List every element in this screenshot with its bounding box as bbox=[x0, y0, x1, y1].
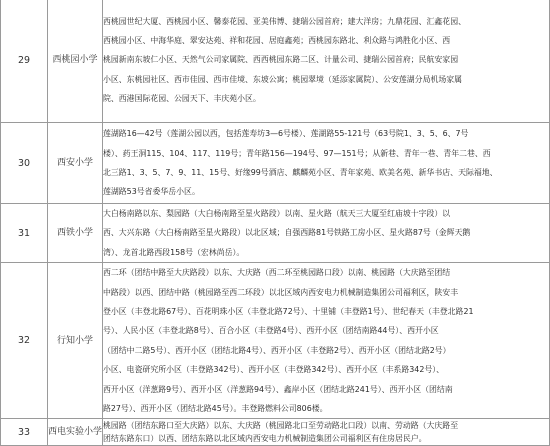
description-line: 小区、电瓷研究所小区（丰登路342号）、西开小区（丰登路342号）、西开小区（丰系路342号）、 bbox=[103, 365, 445, 375]
description-line: 桃园路（团结东路口至大庆路）以东、大庆路（桃园路北口至劳动路北口段）以南、劳动路（大庆路至 bbox=[103, 421, 459, 431]
table-row bbox=[1, 263, 550, 419]
description-line: 西开小区（洋葱路9号）、西开小区（洋葱路94号）、鑫岸小区（团结北路241号）、西开小区（团结南 bbox=[103, 384, 453, 394]
school-name: 西电实验小学 bbox=[48, 419, 103, 446]
catchment-description bbox=[103, 419, 550, 446]
description-line: 莲湖路16—42号（莲湖公园以西，包括莲寿坊3—6号楼）、莲湖路55-121号（63号院1、3、5、6、7号 bbox=[103, 129, 469, 139]
catchment-description bbox=[103, 204, 550, 263]
description-line: 西桃园小区、中海华庭、翠安达苑、祥和花园、居庭鑫苑；西桃园东路北、利众路与鸿胜化小区、西 bbox=[103, 35, 451, 45]
table-row bbox=[1, 0, 550, 123]
catchment-description bbox=[103, 0, 550, 123]
table-row bbox=[1, 123, 550, 204]
description-line: （团结中二路5号）、西开小区（团结北路4号）、西开小区（丰登路2号）、西开小区（团结北路2号） bbox=[103, 345, 451, 355]
school-name: 西铁小学 bbox=[48, 204, 103, 263]
school-name: 行知小学 bbox=[48, 263, 103, 419]
description-line: 登小区（丰登北路67号）、百花明珠小区（丰登北路72号）、十里铺（丰登路1号）、世纪春天（丰登北路21 bbox=[103, 306, 474, 316]
description-line: 莲湖路53号省委华岳小区。 bbox=[103, 187, 200, 197]
table-row bbox=[1, 204, 550, 263]
school-name: 西桃园小学 bbox=[48, 0, 103, 123]
row-number: 33 bbox=[1, 419, 48, 446]
description-line: 北三路1、3、5、7、9、11、15号、好缘99号酒店、麒麟苑小区、青年家苑、欧美名苑、新华书店、天际福地、 bbox=[103, 168, 498, 177]
description-line: 湾）、龙首北路西段158号（宏林尚岳）。 bbox=[103, 247, 245, 257]
description-line: 桃园新南东坡仁小区、天然气公司家属院、西西桃园东路二区、计量公司、捷瑞公园首府；民航安家园 bbox=[103, 55, 459, 65]
description-line: 号）、人民小区（丰登北路8号）、百合小区（丰登路4号）、西开小区（团结南路44号）、西开小区 bbox=[103, 326, 439, 336]
catchment-description bbox=[103, 123, 550, 204]
row-number: 31 bbox=[1, 204, 48, 263]
description-line: 西二环（团结中路至大庆路段）以东、大庆路（西二环至桃园路口段）以南、桃园路（大庆路至团结 bbox=[103, 268, 451, 278]
row-number: 32 bbox=[1, 263, 48, 419]
description-line: 中路段）以西、团结中路（桃园路至西二环段）以北区域内西安电力机械制造集团公司福利区，陕安丰 bbox=[103, 287, 459, 297]
description-line: 小区、东桃园社区、西市佳园、西市佳境、东坡公寓；桃园翠境（延添家属院）、公安莲湖分局机场家属 bbox=[103, 74, 463, 84]
description-line: 西、大兴东路（大白杨南路至星火路段）以北区域；自强西路81号铁路工房小区、星火路87号（金辉天鹅 bbox=[103, 228, 471, 238]
description-line: 西桃园世纪大厦、西桃园小区、馨泰花园、亚美伟博、捷瑞公园首府；建大洋房；九鼎花园、汇鑫花园、 bbox=[103, 16, 466, 26]
school-name: 西安小学 bbox=[48, 123, 103, 204]
catchment-description bbox=[103, 263, 550, 419]
description-line: 团结东路东口）以西、团结东路以北区域内西安电力机械制造集团公司福利区有住房居民户。 bbox=[103, 434, 427, 444]
description-line: 路27号）、西开小区（团结北路45号）。丰登路燃料公司806楼。 bbox=[103, 403, 328, 413]
description-line: 院、西港国际花园、公园天下、丰庆苑小区。 bbox=[103, 94, 261, 104]
description-line: 楼）、药王洞115、104、117、119号；青年路156—194号、97—151号；从新巷、青年一巷、青年二巷、西 bbox=[103, 148, 491, 158]
table-row bbox=[1, 419, 550, 446]
row-number: 29 bbox=[1, 0, 48, 123]
description-line: 大白杨南路以东、梨园路（大白杨南路至星火路段）以南、星火路（航天三大厦至红庙坡十字段）以 bbox=[103, 209, 451, 218]
row-number: 30 bbox=[1, 123, 48, 204]
